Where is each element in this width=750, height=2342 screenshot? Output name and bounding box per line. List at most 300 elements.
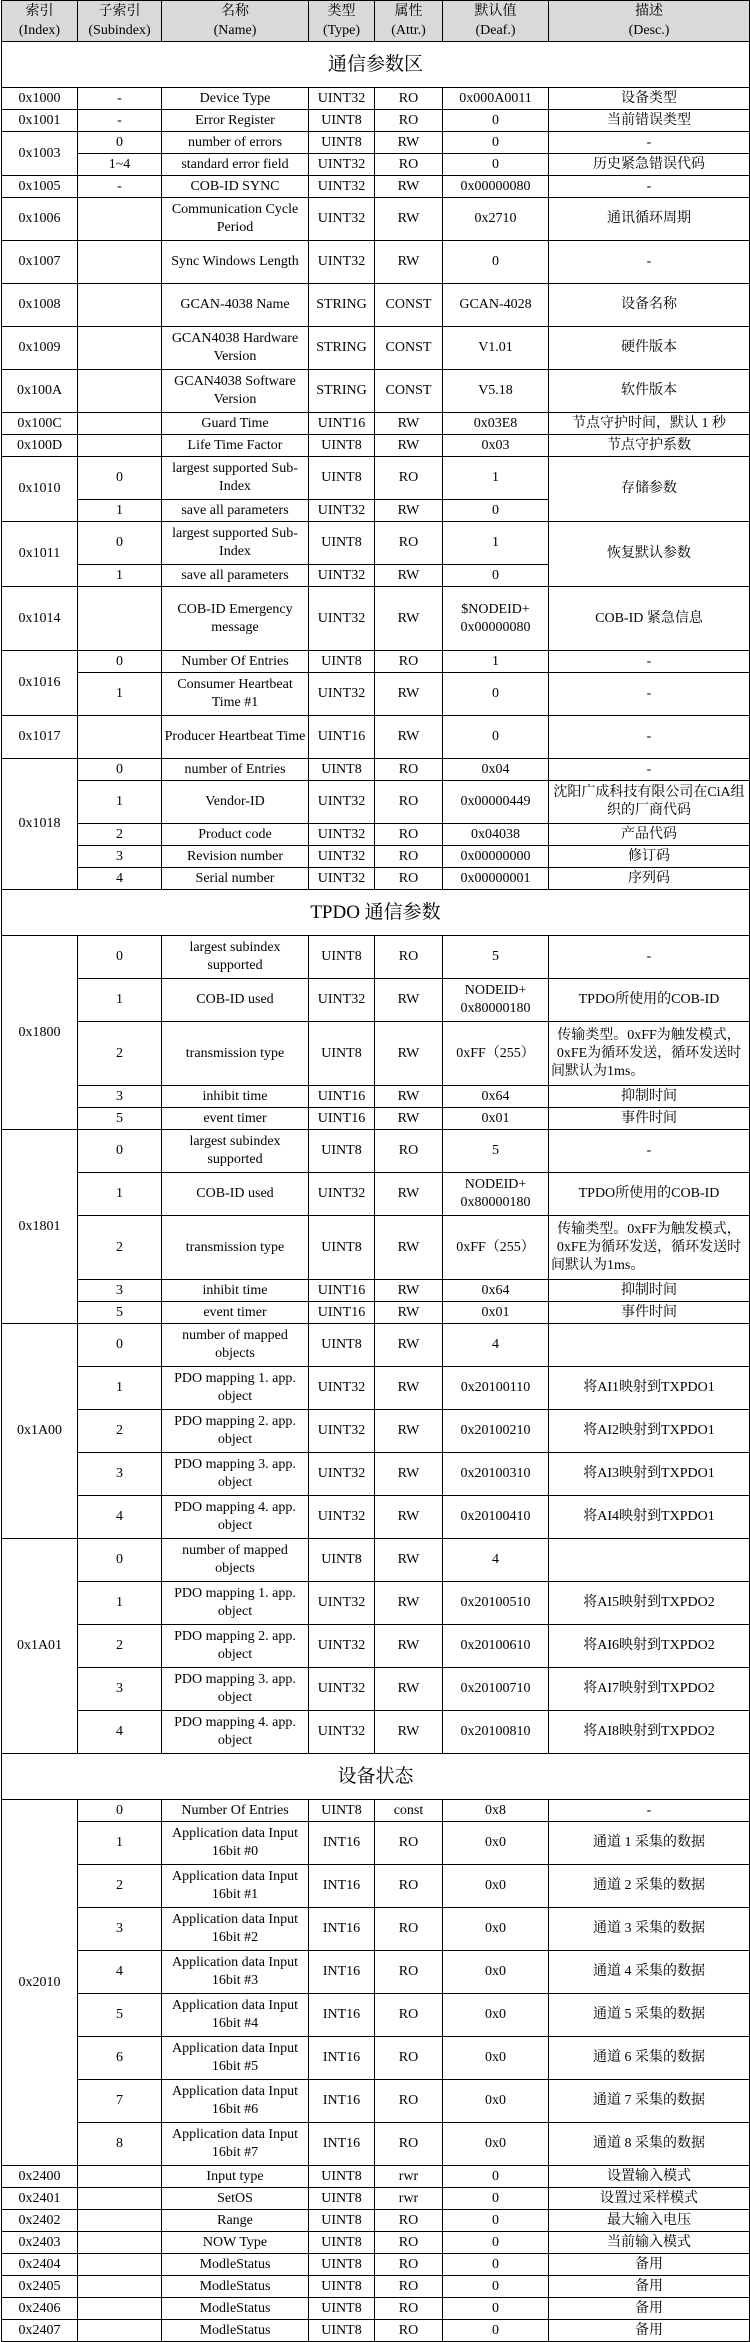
table-row	[2, 868, 750, 890]
type-cell: UINT32	[309, 781, 375, 824]
desc-cell: 设备名称	[549, 284, 750, 327]
desc-cell: 通道 8 采集的数据	[549, 2123, 750, 2166]
table-row	[2, 457, 750, 500]
desc-cell: TPDO所使用的COB-ID	[549, 979, 750, 1022]
table-row	[2, 522, 750, 565]
attr-cell: RO	[375, 846, 443, 868]
subindex-cell: 3	[78, 1086, 162, 1108]
desc-cell: 将AI8映射到TXPDO2	[549, 1711, 750, 1754]
desc-cell: -	[549, 651, 750, 673]
attr-cell: RW	[375, 1496, 443, 1539]
attr-cell: RO	[375, 2298, 443, 2320]
table-row	[2, 1216, 750, 1280]
section-row	[2, 1754, 750, 1800]
default-cell: 0x00000001	[443, 868, 549, 890]
subindex-cell: 0	[78, 1324, 162, 1367]
type-cell: UINT16	[309, 1108, 375, 1130]
default-cell: 0	[443, 154, 549, 176]
default-cell: 0x0	[443, 1822, 549, 1865]
subindex-cell: 1	[78, 673, 162, 716]
name-cell: Error Register	[162, 110, 309, 132]
name-cell: PDO mapping 4. app. object	[162, 1496, 309, 1539]
name-cell: inhibit time	[162, 1280, 309, 1302]
table-row	[2, 1022, 750, 1086]
desc-cell: 节点守护系数	[549, 435, 750, 457]
default-cell: 0x04	[443, 759, 549, 781]
name-cell: inhibit time	[162, 1086, 309, 1108]
name-cell: transmission type	[162, 1216, 309, 1280]
desc-cell: 将AI6映射到TXPDO2	[549, 1625, 750, 1668]
name-cell: ModleStatus	[162, 2320, 309, 2342]
table-row	[2, 1130, 750, 1173]
desc-cell: 历史紧急错误代码	[549, 154, 750, 176]
table-row	[2, 846, 750, 868]
desc-cell: 通道 4 采集的数据	[549, 1951, 750, 1994]
default-cell: GCAN-4028	[443, 284, 549, 327]
desc-cell: 将AI4映射到TXPDO1	[549, 1496, 750, 1539]
subindex-cell: 7	[78, 2080, 162, 2123]
default-cell: 0x03	[443, 435, 549, 457]
desc-cell: 备用	[549, 2254, 750, 2276]
attr-cell: RO	[375, 522, 443, 565]
desc-cell	[549, 1324, 750, 1367]
desc-cell: 软件版本	[549, 370, 750, 413]
subindex-cell: 3	[78, 1453, 162, 1496]
type-cell: UINT32	[309, 673, 375, 716]
default-cell: 0x20100210	[443, 1410, 549, 1453]
type-cell: INT16	[309, 1994, 375, 2037]
type-cell: UINT8	[309, 132, 375, 154]
desc-cell: 通道 2 采集的数据	[549, 1865, 750, 1908]
header-row	[2, 1, 750, 42]
desc-cell: 备用	[549, 2276, 750, 2298]
name-cell: NOW Type	[162, 2232, 309, 2254]
subindex-cell	[78, 241, 162, 284]
name-cell: GCAN4038 Software Version	[162, 370, 309, 413]
type-cell: INT16	[309, 1951, 375, 1994]
table-row	[2, 1668, 750, 1711]
attr-cell: RW	[375, 1668, 443, 1711]
index-cell: 0x1011	[2, 522, 78, 587]
index-cell: 0x2010	[2, 1800, 78, 2166]
subindex-cell: 2	[78, 1022, 162, 1086]
attr-cell: RO	[375, 2232, 443, 2254]
header-desc: 描述 (Desc.)	[549, 1, 750, 42]
name-cell: largest subindex supported	[162, 936, 309, 979]
attr-cell: RO	[375, 2123, 443, 2166]
default-cell: 0xFF（255）	[443, 1216, 549, 1280]
attr-cell: RW	[375, 1216, 443, 1280]
name-cell: Product code	[162, 824, 309, 846]
header-subindex: 子索引 (Subindex)	[78, 1, 162, 42]
table-row	[2, 2188, 750, 2210]
name-cell: Application data Input 16bit #1	[162, 1865, 309, 1908]
table-row	[2, 176, 750, 198]
type-cell: UINT8	[309, 1539, 375, 1582]
index-cell: 0x1003	[2, 132, 78, 176]
section-title: 通信参数区	[2, 42, 750, 88]
subindex-cell: 6	[78, 2037, 162, 2080]
subindex-cell: 1	[78, 565, 162, 587]
default-cell: 0	[443, 673, 549, 716]
default-cell: 0x03E8	[443, 413, 549, 435]
default-cell: 0x00000080	[443, 176, 549, 198]
attr-cell: RO	[375, 2320, 443, 2342]
desc-cell: 传输类型。0xFF为触发模式，0xFE为循环发送，循环发送时间默认为1ms。	[549, 1216, 750, 1280]
attr-cell: RW	[375, 1280, 443, 1302]
desc-cell: 产品代码	[549, 824, 750, 846]
name-cell: Revision number	[162, 846, 309, 868]
type-cell: UINT8	[309, 1800, 375, 1822]
attr-cell: RW	[375, 176, 443, 198]
desc-cell: 通道 3 采集的数据	[549, 1908, 750, 1951]
name-cell: Number Of Entries	[162, 1800, 309, 1822]
subindex-cell: 1	[78, 781, 162, 824]
type-cell: UINT8	[309, 936, 375, 979]
table-row	[2, 1453, 750, 1496]
type-cell: UINT32	[309, 1367, 375, 1410]
attr-cell: RO	[375, 2254, 443, 2276]
name-cell: GCAN-4038 Name	[162, 284, 309, 327]
subindex-cell: 5	[78, 1108, 162, 1130]
table-row	[2, 1173, 750, 1216]
subindex-cell	[78, 716, 162, 759]
section-row	[2, 890, 750, 936]
name-cell: number of errors	[162, 132, 309, 154]
subindex-cell	[78, 2188, 162, 2210]
type-cell: UINT32	[309, 1625, 375, 1668]
desc-cell: 修订码	[549, 846, 750, 868]
table-row	[2, 651, 750, 673]
index-cell: 0x1000	[2, 88, 78, 110]
subindex-cell: 2	[78, 1216, 162, 1280]
name-cell: Application data Input 16bit #0	[162, 1822, 309, 1865]
subindex-cell	[78, 435, 162, 457]
desc-cell: 通道 7 采集的数据	[549, 2080, 750, 2123]
index-cell: 0x2405	[2, 2276, 78, 2298]
table-row	[2, 1410, 750, 1453]
subindex-cell: 2	[78, 1865, 162, 1908]
desc-cell: 抑制时间	[549, 1280, 750, 1302]
attr-cell: RW	[375, 413, 443, 435]
subindex-cell: 1	[78, 500, 162, 522]
subindex-cell: 4	[78, 868, 162, 890]
section-title: TPDO 通信参数	[2, 890, 750, 936]
attr-cell: RO	[375, 2037, 443, 2080]
index-cell: 0x1005	[2, 176, 78, 198]
type-cell: UINT8	[309, 110, 375, 132]
index-cell: 0x1017	[2, 716, 78, 759]
name-cell: PDO mapping 2. app. object	[162, 1625, 309, 1668]
index-cell: 0x2400	[2, 2166, 78, 2188]
table-row	[2, 2080, 750, 2123]
attr-cell: RW	[375, 1625, 443, 1668]
type-cell: UINT8	[309, 2232, 375, 2254]
table-row	[2, 241, 750, 284]
type-cell: UINT32	[309, 565, 375, 587]
index-cell: 0x100D	[2, 435, 78, 457]
attr-cell: RW	[375, 1410, 443, 1453]
index-cell: 0x1014	[2, 587, 78, 651]
table-row	[2, 88, 750, 110]
index-cell: 0x1018	[2, 759, 78, 890]
name-cell: Range	[162, 2210, 309, 2232]
default-cell: 0x0	[443, 2123, 549, 2166]
subindex-cell: 2	[78, 824, 162, 846]
desc-cell: 事件时间	[549, 1108, 750, 1130]
table-row	[2, 1865, 750, 1908]
table-row	[2, 587, 750, 651]
subindex-cell	[78, 413, 162, 435]
name-cell: SetOS	[162, 2188, 309, 2210]
name-cell: number of mapped objects	[162, 1324, 309, 1367]
default-cell: 0x8	[443, 1800, 549, 1822]
subindex-cell	[78, 2210, 162, 2232]
desc-cell: 最大输入电压	[549, 2210, 750, 2232]
object-dictionary-table	[1, 0, 750, 2342]
table-row	[2, 2210, 750, 2232]
attr-cell: RO	[375, 110, 443, 132]
name-cell: ModleStatus	[162, 2254, 309, 2276]
name-cell: PDO mapping 3. app. object	[162, 1668, 309, 1711]
table-row	[2, 1625, 750, 1668]
default-cell: 0	[443, 500, 549, 522]
default-cell: 0x64	[443, 1086, 549, 1108]
subindex-cell: 2	[78, 1625, 162, 1668]
desc-cell: 通讯循环周期	[549, 198, 750, 241]
type-cell: INT16	[309, 1908, 375, 1951]
subindex-cell: 0	[78, 1130, 162, 1173]
index-cell: 0x2401	[2, 2188, 78, 2210]
default-cell: 0x000A0011	[443, 88, 549, 110]
desc-cell: 将AI3映射到TXPDO1	[549, 1453, 750, 1496]
default-cell: 0x0	[443, 2037, 549, 2080]
desc-cell: TPDO所使用的COB-ID	[549, 1173, 750, 1216]
table-row	[2, 1367, 750, 1410]
attr-cell: RO	[375, 936, 443, 979]
type-cell: INT16	[309, 2123, 375, 2166]
default-cell: 1	[443, 457, 549, 500]
type-cell: UINT8	[309, 2210, 375, 2232]
name-cell: largest supported Sub-Index	[162, 522, 309, 565]
subindex-cell: 0	[78, 1800, 162, 1822]
table-row	[2, 2320, 750, 2342]
subindex-cell: 1~4	[78, 154, 162, 176]
attr-cell: RW	[375, 1173, 443, 1216]
type-cell: UINT16	[309, 1302, 375, 1324]
index-cell: 0x2407	[2, 2320, 78, 2342]
attr-cell: RO	[375, 154, 443, 176]
subindex-cell	[78, 2276, 162, 2298]
default-cell: 0x04038	[443, 824, 549, 846]
default-cell: 4	[443, 1324, 549, 1367]
attr-cell: RW	[375, 979, 443, 1022]
table-row	[2, 1496, 750, 1539]
attr-cell: RO	[375, 1908, 443, 1951]
index-cell: 0x2406	[2, 2298, 78, 2320]
default-cell: 0x20100710	[443, 1668, 549, 1711]
index-cell: 0x1007	[2, 241, 78, 284]
table-row	[2, 2166, 750, 2188]
name-cell: PDO mapping 1. app. object	[162, 1582, 309, 1625]
table-row	[2, 2037, 750, 2080]
desc-cell: -	[549, 1130, 750, 1173]
attr-cell: RW	[375, 565, 443, 587]
default-cell: V5.18	[443, 370, 549, 413]
type-cell: STRING	[309, 327, 375, 370]
type-cell: UINT8	[309, 2188, 375, 2210]
header-attr: 属性 (Attr.)	[375, 1, 443, 42]
table-row	[2, 1994, 750, 2037]
default-cell: 0x20100810	[443, 1711, 549, 1754]
type-cell: INT16	[309, 2080, 375, 2123]
type-cell: UINT8	[309, 1130, 375, 1173]
attr-cell: RW	[375, 1367, 443, 1410]
attr-cell: RO	[375, 2080, 443, 2123]
index-cell: 0x2404	[2, 2254, 78, 2276]
table-row	[2, 979, 750, 1022]
type-cell: UINT8	[309, 457, 375, 500]
table-row	[2, 435, 750, 457]
name-cell: Application data Input 16bit #7	[162, 2123, 309, 2166]
desc-cell: 存储参数	[549, 457, 750, 522]
index-cell: 0x1800	[2, 936, 78, 1130]
name-cell: PDO mapping 4. app. object	[162, 1711, 309, 1754]
name-cell: PDO mapping 2. app. object	[162, 1410, 309, 1453]
subindex-cell: 0	[78, 651, 162, 673]
subindex-cell: 4	[78, 1711, 162, 1754]
desc-cell: 备用	[549, 2320, 750, 2342]
attr-cell: RW	[375, 1453, 443, 1496]
subindex-cell: 4	[78, 1951, 162, 1994]
type-cell: UINT8	[309, 651, 375, 673]
subindex-cell: 1	[78, 979, 162, 1022]
name-cell: Communication Cycle Period	[162, 198, 309, 241]
index-cell: 0x100C	[2, 413, 78, 435]
subindex-cell: 0	[78, 457, 162, 500]
attr-cell: RO	[375, 651, 443, 673]
attr-cell: RO	[375, 759, 443, 781]
default-cell: 0	[443, 132, 549, 154]
name-cell: number of mapped objects	[162, 1539, 309, 1582]
table-row	[2, 1711, 750, 1754]
table-row	[2, 370, 750, 413]
default-cell: 0x20100610	[443, 1625, 549, 1668]
subindex-cell: 0	[78, 1539, 162, 1582]
default-cell: NODEID+ 0x80000180	[443, 1173, 549, 1216]
subindex-cell: -	[78, 88, 162, 110]
type-cell: UINT32	[309, 1711, 375, 1754]
default-cell: 0xFF（255）	[443, 1022, 549, 1086]
subindex-cell	[78, 370, 162, 413]
default-cell: 0x2710	[443, 198, 549, 241]
desc-cell: 设备类型	[549, 88, 750, 110]
table-row	[2, 936, 750, 979]
table-row	[2, 2254, 750, 2276]
name-cell: GCAN4038 Hardware Version	[162, 327, 309, 370]
default-cell: 0	[443, 2320, 549, 2342]
type-cell: UINT8	[309, 2320, 375, 2342]
header-name: 名称 (Name)	[162, 1, 309, 42]
name-cell: COB-ID Emergency message	[162, 587, 309, 651]
desc-cell: -	[549, 759, 750, 781]
default-cell: 0x00000000	[443, 846, 549, 868]
name-cell: ModleStatus	[162, 2276, 309, 2298]
type-cell: UINT32	[309, 824, 375, 846]
default-cell: 0x0	[443, 1908, 549, 1951]
subindex-cell: 0	[78, 522, 162, 565]
table-row	[2, 759, 750, 781]
attr-cell: RW	[375, 1022, 443, 1086]
type-cell: UINT32	[309, 846, 375, 868]
default-cell: 0	[443, 2276, 549, 2298]
type-cell: UINT32	[309, 1453, 375, 1496]
table-row	[2, 1280, 750, 1302]
table-row	[2, 2298, 750, 2320]
subindex-cell: 0	[78, 132, 162, 154]
attr-cell: RO	[375, 1994, 443, 2037]
default-cell: 0x64	[443, 1280, 549, 1302]
type-cell: UINT8	[309, 435, 375, 457]
attr-cell: RO	[375, 2210, 443, 2232]
desc-cell: -	[549, 673, 750, 716]
type-cell: UINT8	[309, 2298, 375, 2320]
name-cell: number of Entries	[162, 759, 309, 781]
attr-cell: RO	[375, 1130, 443, 1173]
attr-cell: rwr	[375, 2166, 443, 2188]
table-row	[2, 1582, 750, 1625]
subindex-cell: 5	[78, 1302, 162, 1324]
name-cell: PDO mapping 3. app. object	[162, 1453, 309, 1496]
type-cell: UINT32	[309, 241, 375, 284]
table-row	[2, 2123, 750, 2166]
attr-cell: CONST	[375, 370, 443, 413]
type-cell: UINT16	[309, 1086, 375, 1108]
type-cell: INT16	[309, 2037, 375, 2080]
default-cell: 1	[443, 522, 549, 565]
table-row	[2, 110, 750, 132]
desc-cell: 节点守护时间，默认 1 秒	[549, 413, 750, 435]
attr-cell: RO	[375, 868, 443, 890]
attr-cell: RO	[375, 2276, 443, 2298]
attr-cell: RW	[375, 587, 443, 651]
type-cell: UINT8	[309, 1022, 375, 1086]
table-row	[2, 1108, 750, 1130]
type-cell: INT16	[309, 1822, 375, 1865]
desc-cell: 沈阳广成科技有限公司在CiA组织的厂商代码	[549, 781, 750, 824]
type-cell: UINT8	[309, 2166, 375, 2188]
name-cell: Application data Input 16bit #2	[162, 1908, 309, 1951]
type-cell: UINT8	[309, 1216, 375, 1280]
header-type: 类型 (Type)	[309, 1, 375, 42]
attr-cell: RW	[375, 673, 443, 716]
subindex-cell	[78, 2166, 162, 2188]
name-cell: largest subindex supported	[162, 1130, 309, 1173]
name-cell: Application data Input 16bit #4	[162, 1994, 309, 2037]
type-cell: UINT8	[309, 2254, 375, 2276]
table-row	[2, 132, 750, 154]
default-cell: 5	[443, 936, 549, 979]
attr-cell: RW	[375, 1108, 443, 1130]
name-cell: PDO mapping 1. app. object	[162, 1367, 309, 1410]
subindex-cell	[78, 198, 162, 241]
table-row	[2, 716, 750, 759]
name-cell: Device Type	[162, 88, 309, 110]
name-cell: ModleStatus	[162, 2298, 309, 2320]
table-row	[2, 327, 750, 370]
subindex-cell: -	[78, 176, 162, 198]
attr-cell: RO	[375, 1822, 443, 1865]
